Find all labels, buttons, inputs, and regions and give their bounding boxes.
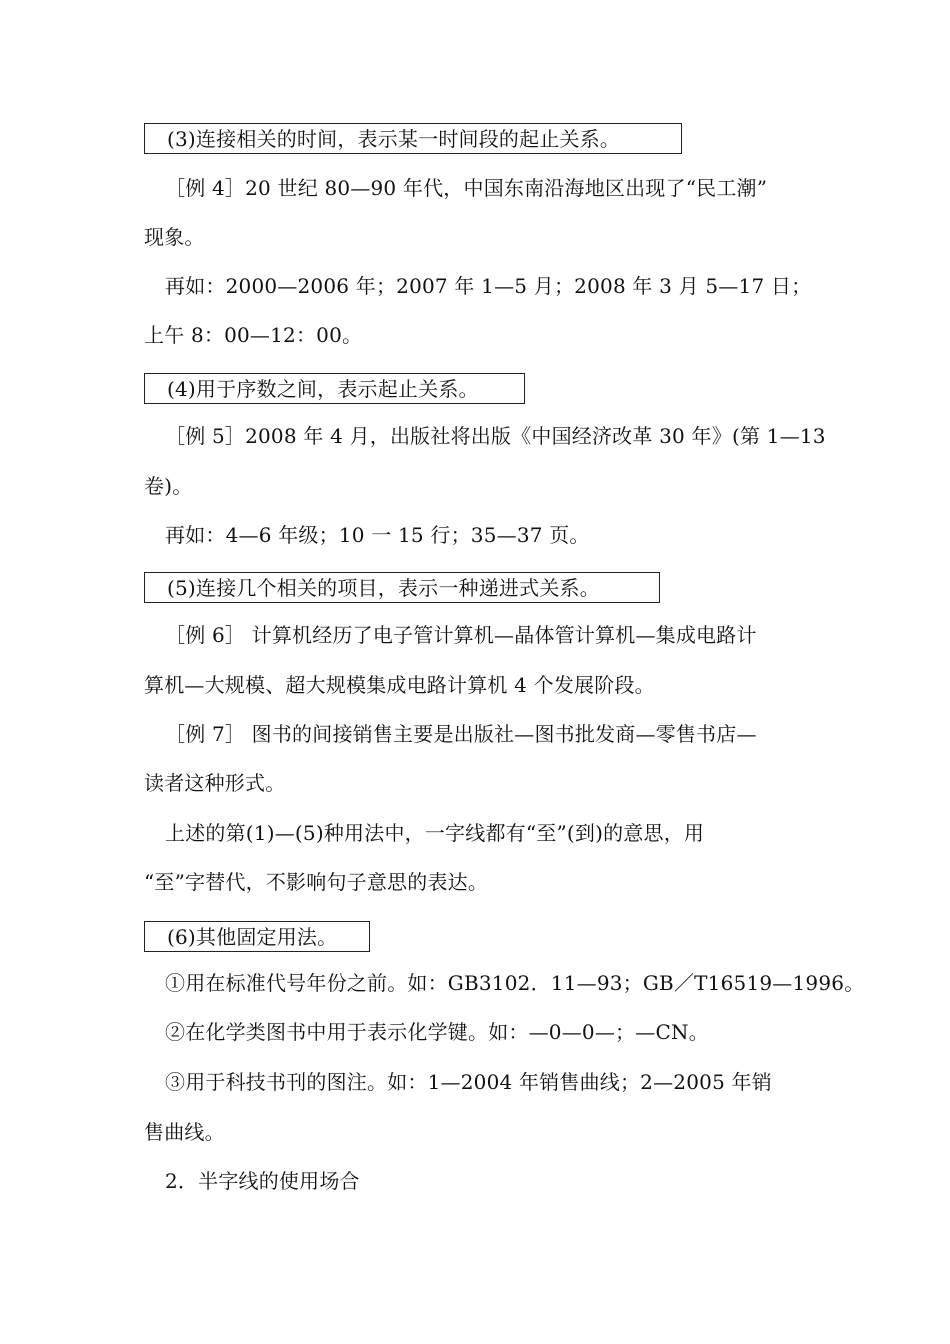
- heading-usage-3: (3)连接相关的时间，表示某一时间段的起止关系。: [167, 127, 621, 151]
- example-5-line-2: 卷)。: [144, 474, 193, 498]
- heading-usage-4: (4)用于序数之间，表示起止关系。: [167, 377, 479, 401]
- summary-line-2: “至”字替代，不影响句子意思的表达。: [144, 870, 489, 894]
- fixed-usage-1: ①用在标准代号年份之前。如：GB3102．11—93；GB／T16519—1996。: [165, 971, 865, 995]
- example-4-line-2: 现象。: [144, 225, 205, 249]
- heading-usage-6: (6)其他固定用法。: [167, 925, 338, 949]
- example-7-line-2: 读者这种形式。: [144, 771, 286, 795]
- heading-box-6: [144, 921, 370, 952]
- more-examples-4: 再如：4—6 年级；10 一 15 行；35—37 页。: [165, 523, 590, 547]
- heading-box-3: [144, 123, 682, 154]
- example-7-line-1: ［例 7］ 图书的间接销售主要是出版社—图书批发商—零售书店—: [165, 722, 757, 746]
- fixed-usage-3-line-2: 售曲线。: [144, 1120, 225, 1144]
- example-4-line-1: ［例 4］20 世纪 80—90 年代，中国东南沿海地区出现了“民工潮”: [165, 176, 768, 200]
- example-6-line-2: 算机—大规模、超大规模集成电路计算机 4 个发展阶段。: [144, 673, 655, 697]
- heading-box-4: [144, 373, 525, 404]
- more-examples-3-line-1: 再如：2000—2006 年；2007 年 1—5 月；2008 年 3 月 5—17 日；: [165, 274, 812, 298]
- example-6-line-1: ［例 6］ 计算机经历了电子管计算机—晶体管计算机—集成电路计: [165, 623, 757, 647]
- section-heading-half-dash: 2．半字线的使用场合: [165, 1169, 360, 1193]
- summary-line-1: 上述的第(1)—(5)种用法中，一字线都有“至”(到)的意思，用: [165, 821, 705, 845]
- fixed-usage-2: ②在化学类图书中用于表示化学键。如：—0—0—；—CN。: [165, 1020, 709, 1044]
- heading-usage-5: (5)连接几个相关的项目，表示一种递进式关系。: [167, 576, 600, 600]
- heading-box-5: [144, 572, 660, 603]
- fixed-usage-3-line-1: ③用于科技书刊的图注。如：1—2004 年销售曲线；2—2005 年销: [165, 1070, 772, 1094]
- more-examples-3-line-2: 上午 8：00—12：00。: [144, 323, 363, 347]
- example-5-line-1: ［例 5］2008 年 4 月，出版社将出版《中国经济改革 30 年》(第 1—13: [165, 424, 826, 448]
